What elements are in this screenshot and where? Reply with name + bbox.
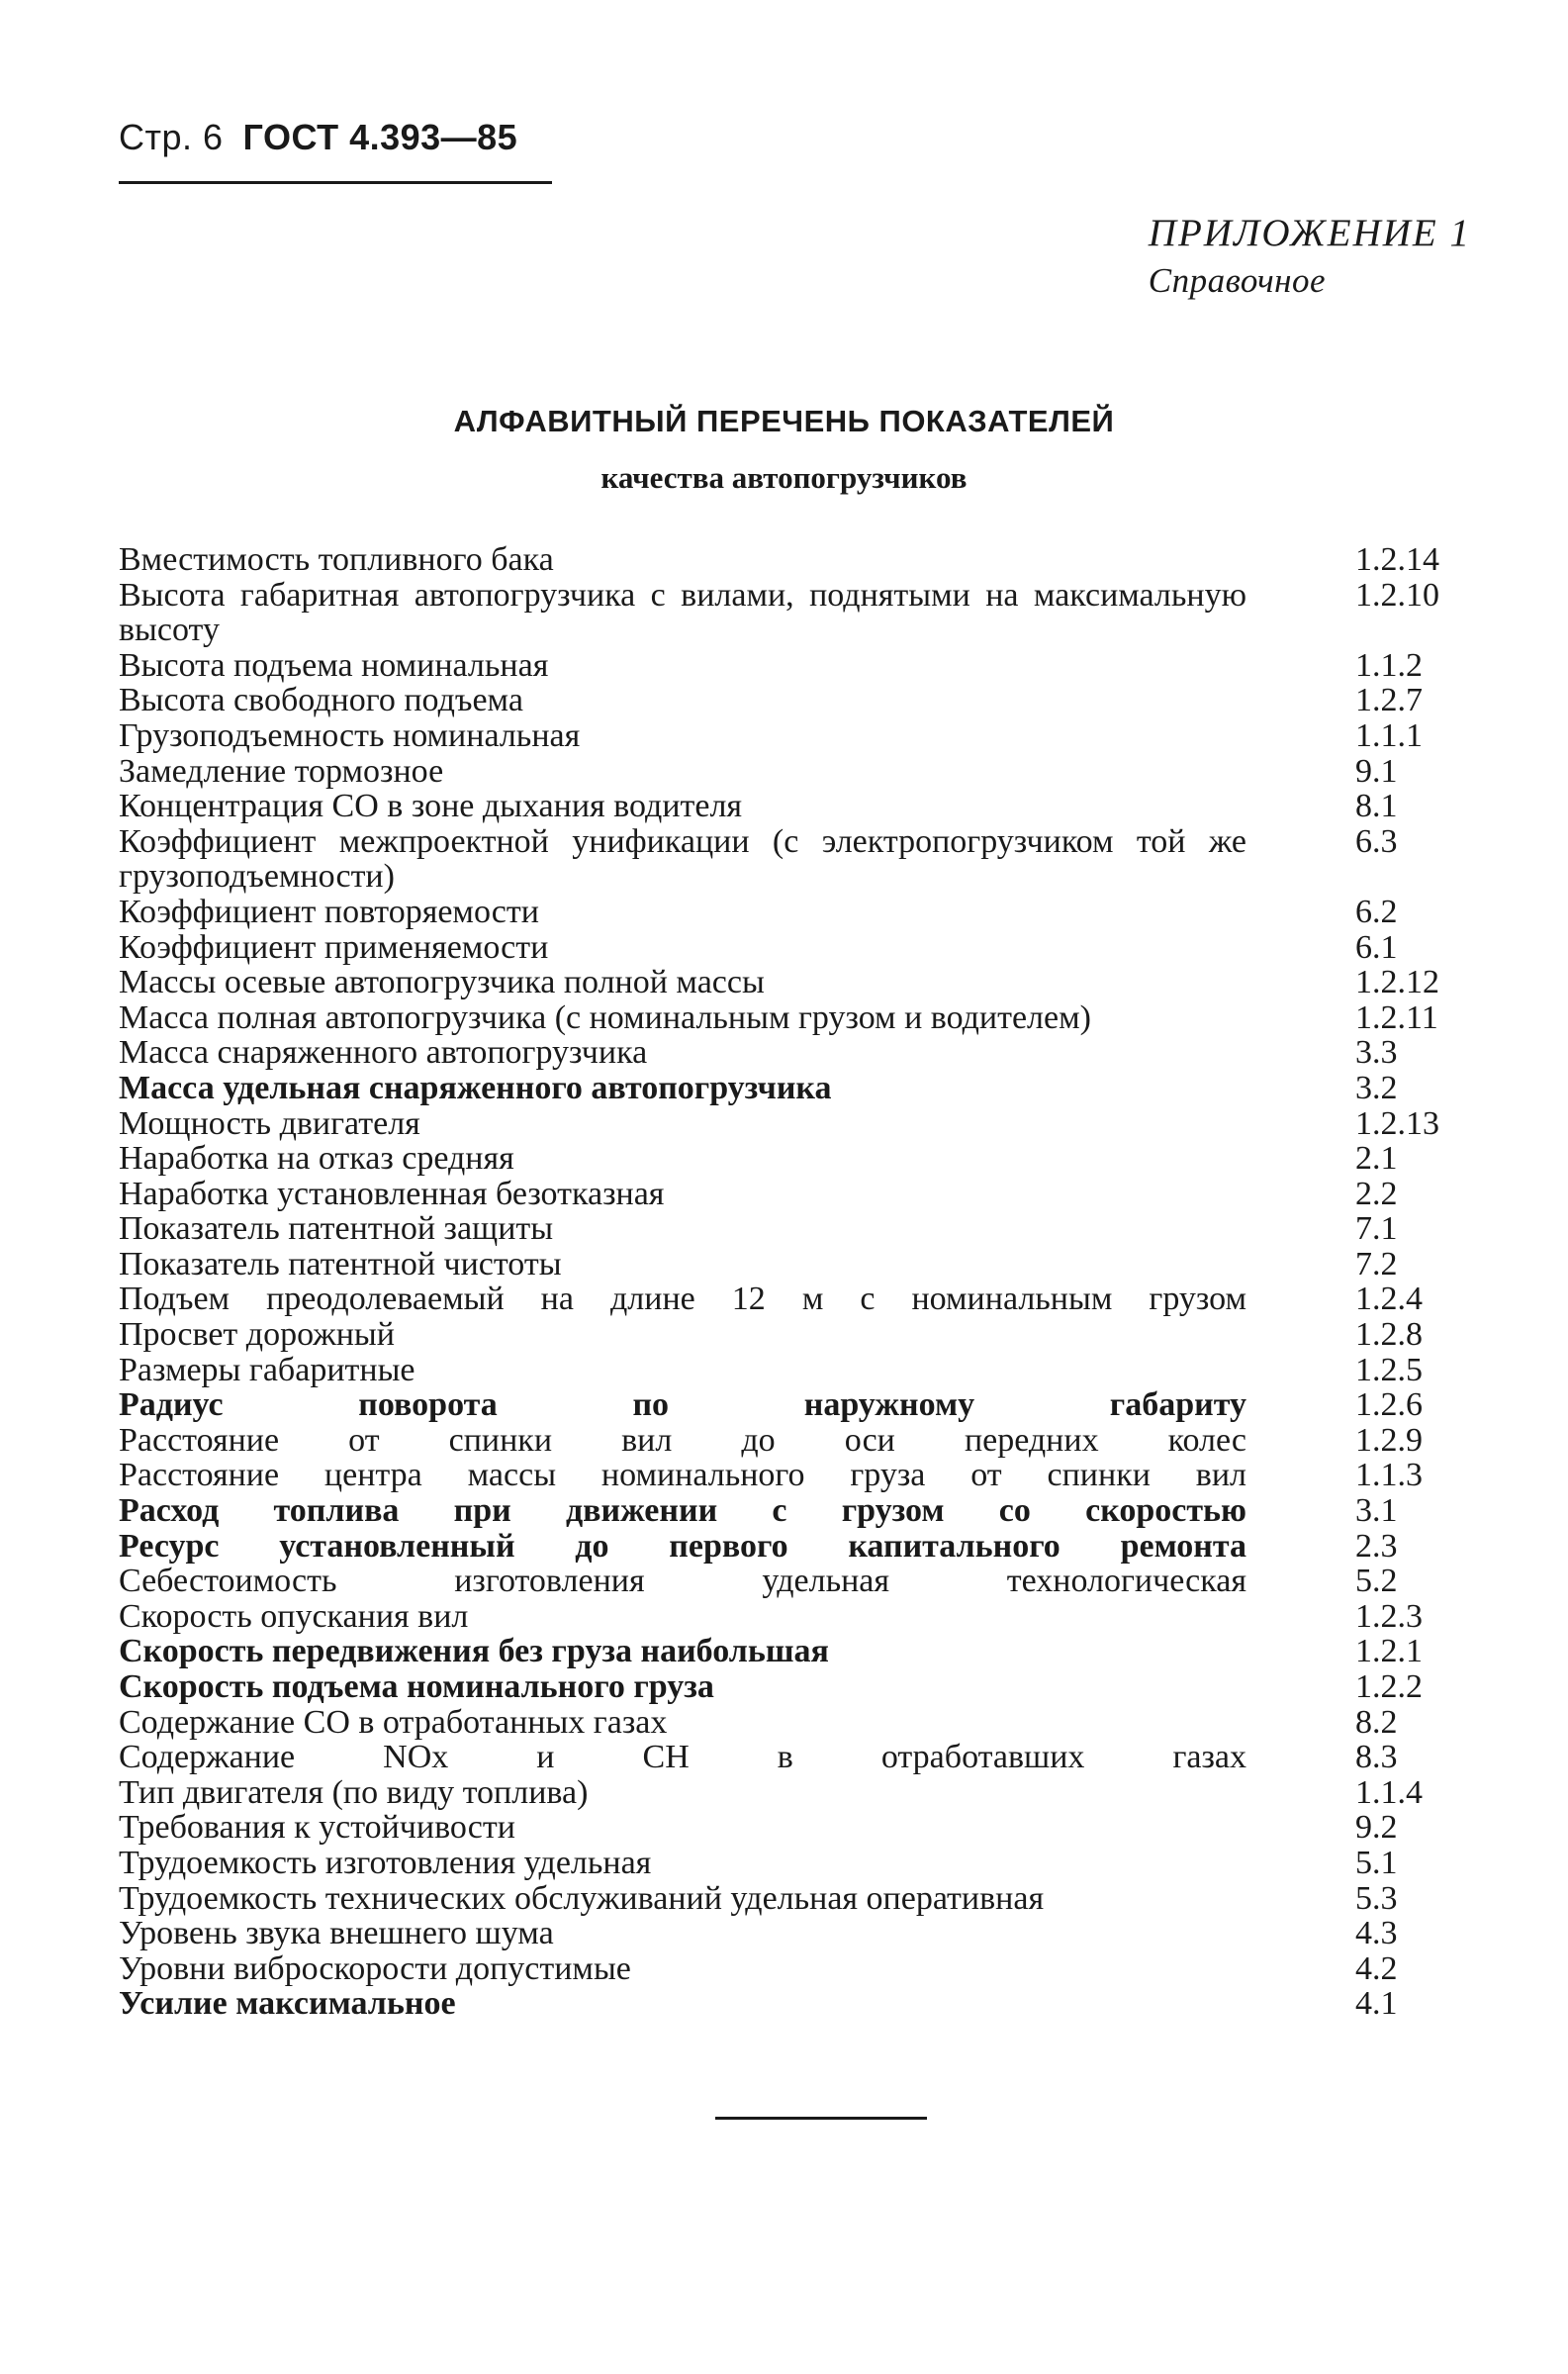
index-entry [119, 1951, 1449, 1987]
index-entry [119, 930, 1449, 966]
entry-term: Трудоемкость изготовления удельная [119, 1844, 652, 1881]
entry-term: Уровни виброскорости допустимые [119, 1949, 631, 1987]
entry-reference: 1.2.9 [1355, 1421, 1423, 1459]
index-entry [119, 1916, 1449, 1951]
entry-reference: 1.2.3 [1355, 1597, 1423, 1635]
entry-reference: 4.3 [1355, 1915, 1398, 1952]
index-entry [119, 578, 1449, 648]
entry-reference: 4.1 [1355, 1985, 1398, 2023]
index-list [119, 542, 1449, 2022]
entry-term: Масса полная автопогрузчика (с номинальным грузом и водителем) [119, 998, 1091, 1036]
entry-reference: 1.2.5 [1355, 1351, 1423, 1388]
entry-reference: 1.2.7 [1355, 682, 1423, 719]
entry-reference: 6.3 [1355, 822, 1398, 860]
entry-term: Наработка на отказ средняя [119, 1140, 514, 1178]
entry-term: Высота габаритная автопогрузчика с вилами, поднятыми на максимальную высоту [119, 576, 1246, 649]
index-entry [119, 1177, 1449, 1212]
index-entry [119, 1599, 1449, 1635]
index-entry [119, 1423, 1449, 1459]
index-entry [119, 683, 1449, 718]
index-entry [119, 1881, 1449, 1917]
index-entry [119, 1035, 1449, 1071]
entry-term: Скорость подъема номинального груза [119, 1668, 714, 1705]
entry-term: Размеры габаритные [119, 1351, 415, 1388]
index-entry [119, 1493, 1449, 1529]
index-entry [119, 1141, 1449, 1177]
entry-term: Мощность двигателя [119, 1104, 420, 1142]
entry-term: Ресурс установленный до первого капитального ремонта [119, 1527, 1246, 1565]
entry-reference: 1.2.12 [1355, 964, 1439, 1001]
entry-reference: 2.2 [1355, 1175, 1398, 1212]
entry-reference: 8.1 [1355, 788, 1398, 825]
entry-reference: 4.2 [1355, 1949, 1398, 1987]
index-entry [119, 895, 1449, 930]
entry-reference: 1.2.14 [1355, 541, 1439, 578]
entry-term: Показатель патентной чистоты [119, 1245, 562, 1282]
index-entry [119, 1317, 1449, 1353]
entry-reference: 5.2 [1355, 1563, 1398, 1600]
index-entry [119, 1986, 1449, 2022]
page-header [119, 117, 517, 158]
index-entry [119, 1247, 1449, 1282]
entry-reference: 6.1 [1355, 928, 1398, 966]
index-entry [119, 1529, 1449, 1565]
appendix-note: Справочное [1148, 261, 1327, 300]
standard-number: ГОСТ 4.393—85 [242, 117, 518, 157]
entry-term: Коэффициент повторяемости [119, 893, 539, 930]
entry-reference: 1.2.1 [1355, 1633, 1423, 1670]
entry-reference: 1.1.2 [1355, 646, 1423, 684]
entry-reference: 8.2 [1355, 1703, 1398, 1741]
entry-reference: 1.1.3 [1355, 1457, 1423, 1494]
entry-term: Расстояние центра массы номинального груза от спинки вил [119, 1457, 1246, 1494]
entry-term: Показатель патентной защиты [119, 1210, 554, 1248]
entry-reference: 1.2.11 [1355, 998, 1438, 1036]
entry-term: Радиус поворота по наружному габариту [119, 1386, 1246, 1424]
entry-term: Вместимость топливного бака [119, 541, 554, 578]
index-entry [119, 1810, 1449, 1846]
entry-term: Расход топлива при движении с грузом со скоростью [119, 1492, 1246, 1530]
entry-term: Требования к устойчивости [119, 1809, 515, 1847]
entry-term: Высота свободного подъема [119, 682, 523, 719]
entry-reference: 3.3 [1355, 1034, 1398, 1072]
index-entry [119, 754, 1449, 790]
index-entry [119, 1740, 1449, 1775]
entry-reference: 9.1 [1355, 752, 1398, 790]
entry-term: Скорость опускания вил [119, 1597, 469, 1635]
entry-reference: 5.3 [1355, 1879, 1398, 1917]
appendix-label: ПРИЛОЖЕНИЕ 1 [1148, 212, 1471, 254]
index-entry [119, 1387, 1449, 1423]
index-entry [119, 1846, 1449, 1881]
entry-term: Концентрация СО в зоне дыхания водителя [119, 788, 743, 825]
index-entry [119, 1458, 1449, 1493]
entry-term: Наработка установленная безотказная [119, 1175, 665, 1212]
entry-reference: 6.2 [1355, 893, 1398, 930]
entry-term: Скорость передвижения без груза наибольшая [119, 1633, 829, 1670]
index-entry [119, 1211, 1449, 1247]
entry-term: Коэффициент применяемости [119, 928, 549, 966]
entry-reference: 8.3 [1355, 1739, 1398, 1776]
entry-reference: 5.1 [1355, 1844, 1398, 1881]
page-number: Стр. 6 [119, 117, 224, 157]
entry-reference: 1.2.2 [1355, 1668, 1423, 1705]
entry-term: Массы осевые автопогрузчика полной массы [119, 964, 765, 1001]
index-entry [119, 965, 1449, 1000]
entry-term: Себестоимость изготовления удельная технологическая [119, 1563, 1246, 1600]
entry-term: Тип двигателя (по виду топлива) [119, 1773, 589, 1811]
document-title: АЛФАВИТНЫЙ ПЕРЕЧЕНЬ ПОКАЗАТЕЛЕЙ [453, 404, 1115, 438]
index-entry [119, 1000, 1449, 1036]
appendix-block [1149, 210, 1471, 305]
entry-reference: 3.1 [1355, 1492, 1398, 1530]
entry-term: Уровень звука внешнего шума [119, 1915, 554, 1952]
entry-term: Масса удельная снаряженного автопогрузчика [119, 1069, 832, 1106]
entry-term: Содержание NOx и СН в отработавших газах [119, 1739, 1246, 1776]
index-entry [119, 1634, 1449, 1669]
entry-reference: 1.2.8 [1355, 1316, 1423, 1354]
index-entry [119, 1106, 1449, 1142]
index-entry [119, 1282, 1449, 1317]
end-rule [715, 2117, 927, 2120]
index-entry [119, 1564, 1449, 1599]
entry-term: Усилие максимальное [119, 1985, 456, 2023]
index-entry [119, 1353, 1449, 1388]
entry-reference: 1.2.6 [1355, 1386, 1423, 1424]
entry-term: Высота подъема номинальная [119, 646, 549, 684]
entry-reference: 1.2.10 [1355, 576, 1439, 614]
index-entry [119, 1775, 1449, 1811]
document-subtitle: качества автопогрузчиков [600, 460, 968, 495]
entry-term: Грузоподъемность номинальная [119, 716, 581, 754]
entry-term: Расстояние от спинки вил до оси передних колес [119, 1421, 1246, 1459]
entry-reference: 2.1 [1355, 1140, 1398, 1178]
index-entry [119, 1669, 1449, 1705]
index-entry [119, 542, 1449, 578]
entry-term: Коэффициент межпроектной унификации (с электропогрузчиком той же грузоподъемности) [119, 822, 1246, 896]
entry-reference: 1.1.1 [1355, 716, 1423, 754]
index-entry [119, 718, 1449, 754]
entry-term: Содержание СО в отработанных газах [119, 1703, 668, 1741]
entry-reference: 1.2.13 [1355, 1104, 1439, 1142]
entry-reference: 2.3 [1355, 1527, 1398, 1565]
entry-term: Подъем преодолеваемый на длине 12 м с номинальным грузом [119, 1281, 1246, 1318]
entry-term: Просвет дорожный [119, 1316, 395, 1354]
entry-reference: 9.2 [1355, 1809, 1398, 1847]
entry-reference: 1.1.4 [1355, 1773, 1423, 1811]
entry-reference: 7.2 [1355, 1245, 1398, 1282]
index-entry [119, 1071, 1449, 1106]
index-entry [119, 824, 1449, 895]
entry-term: Трудоемкость технических обслуживаний удельная оперативная [119, 1879, 1045, 1917]
index-entry [119, 648, 1449, 684]
header-rule [119, 181, 552, 184]
entry-reference: 7.1 [1355, 1210, 1398, 1248]
entry-term: Замедление тормозное [119, 752, 444, 790]
entry-reference: 3.2 [1355, 1069, 1398, 1106]
index-entry [119, 789, 1449, 824]
index-entry [119, 1705, 1449, 1741]
entry-term: Масса снаряженного автопогрузчика [119, 1034, 648, 1072]
entry-reference: 1.2.4 [1355, 1281, 1423, 1318]
